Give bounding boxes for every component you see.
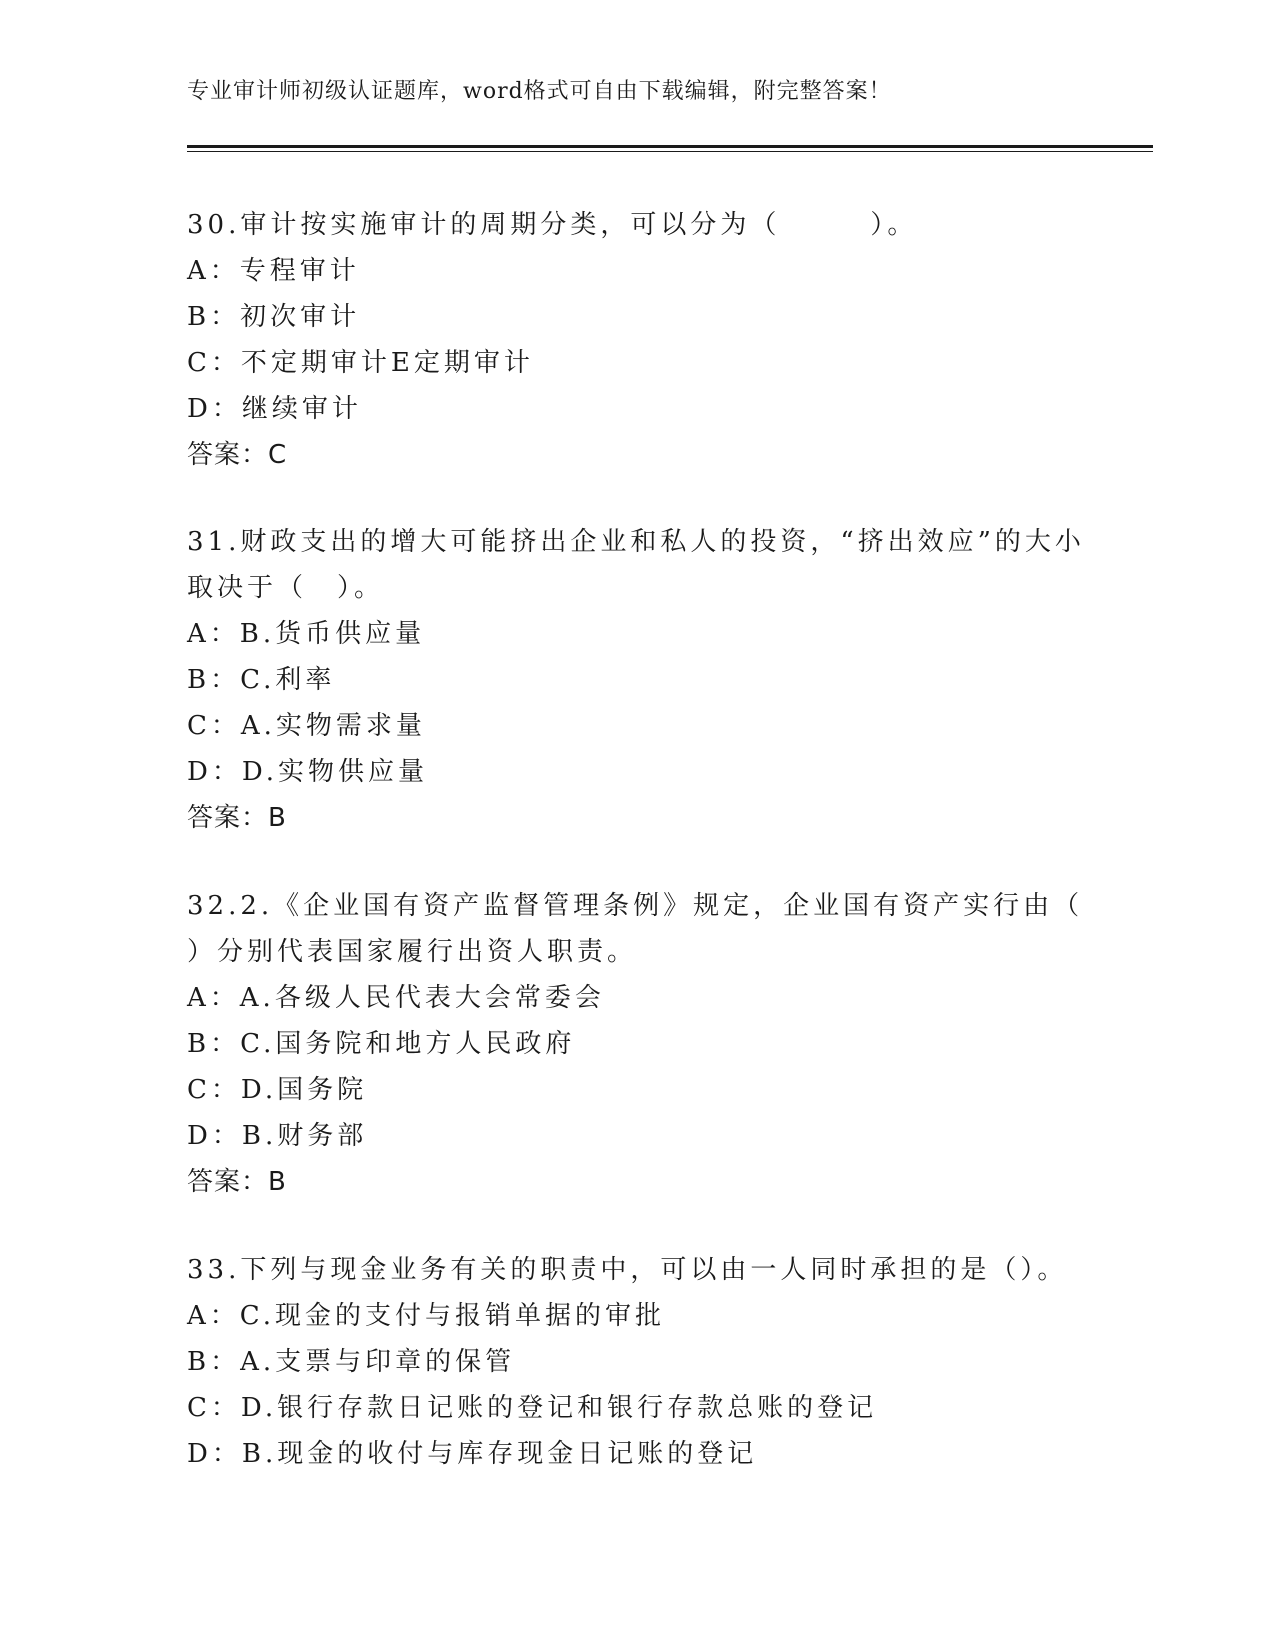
option-a: A：A.各级人民代表大会常委会 <box>187 983 605 1013</box>
answer: 答案：B <box>187 803 287 833</box>
answer: 答案：C <box>187 440 288 470</box>
question-stem-continued: 取决于（ ）。 <box>187 573 385 603</box>
question-33 <box>187 1247 1087 1477</box>
option-d: D：继续审计 <box>187 394 362 424</box>
page-header: 专业审计师初级认证题库，word格式可自由下载编辑，附完整答案！ <box>187 79 892 104</box>
option-c: C：D.国务院 <box>187 1075 368 1105</box>
option-b: B：C.利率 <box>187 665 336 695</box>
question-stem: 31.财政支出的增大可能挤出企业和私人的投资，“挤出效应”的大小 <box>187 527 1085 557</box>
option-d: D：B.现金的收付与库存现金日记账的登记 <box>187 1439 758 1469</box>
option-b: B：A.支票与印章的保管 <box>187 1347 516 1377</box>
question-stem-continued: ）分别代表国家履行出资人职责。 <box>187 937 638 967</box>
question-stem: 33.下列与现金业务有关的职责中，可以由一人同时承担的是（）。 <box>187 1255 1068 1285</box>
option-c: C：不定期审计E定期审计 <box>187 348 534 378</box>
option-d: D：B.财务部 <box>187 1121 368 1151</box>
option-c: C：A.实物需求量 <box>187 711 426 741</box>
question-stem: 30.审计按实施审计的周期分类，可以分为（ ）。 <box>187 210 918 240</box>
option-d: D：D.实物供应量 <box>187 757 429 787</box>
question-stem: 32.2.《企业国有资产监督管理条例》规定，企业国有资产实行由（ <box>187 891 1084 921</box>
header-divider-thick <box>187 145 1153 148</box>
option-b: B：初次审计 <box>187 302 361 332</box>
question-32 <box>187 883 1087 1205</box>
option-a: A：C.现金的支付与报销单据的审批 <box>187 1301 666 1331</box>
answer: 答案：B <box>187 1167 287 1197</box>
option-a: A：B.货币供应量 <box>187 619 426 649</box>
question-31 <box>187 519 1087 841</box>
header-divider-thin <box>187 151 1153 152</box>
option-b: B：C.国务院和地方人民政府 <box>187 1029 576 1059</box>
option-a: A：专程审计 <box>187 256 360 286</box>
option-c: C：D.银行存款日记账的登记和银行存款总账的登记 <box>187 1393 878 1423</box>
question-30 <box>187 202 1087 478</box>
